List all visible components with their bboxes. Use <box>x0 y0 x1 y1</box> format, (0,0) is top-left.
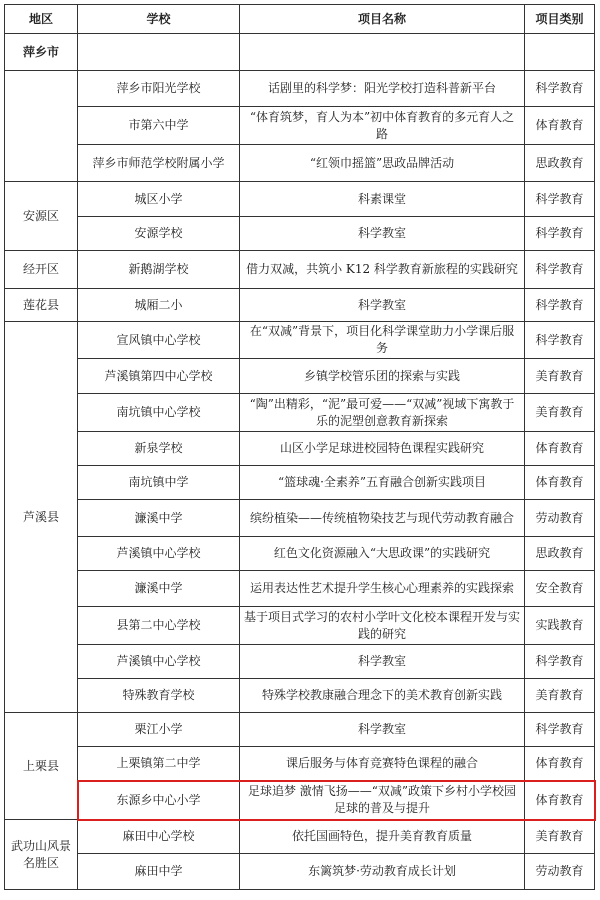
category-cell: 思政教育 <box>525 537 595 571</box>
project-cell: “红领巾摇篮”思政品牌活动 <box>240 145 525 182</box>
project-cell: 科学教室 <box>240 713 525 747</box>
region-cell: 武功山风景名胜区 <box>5 820 78 890</box>
school-cell: 城区小学 <box>78 182 240 217</box>
project-cell: 足球追梦 激情飞扬——“双减”政策下乡村小学校园足球的普及与提升 <box>240 781 525 820</box>
category-cell: 实践教育 <box>525 607 595 645</box>
project-cell: “陶”出精彩，“泥”最可爱——“双减”视域下寓教于乐的泥塑创意教育新探索 <box>240 394 525 432</box>
school-cell: 萍乡市师范学校附属小学 <box>78 145 240 182</box>
project-cell: 运用表达性艺术提升学生核心心理素养的实践探索 <box>240 571 525 607</box>
school-cell: 芦溪镇中心学校 <box>78 645 240 679</box>
region-cell: 莲花县 <box>5 289 78 322</box>
school-cell: 栗江小学 <box>78 713 240 747</box>
region-cell: 上栗县 <box>5 713 78 820</box>
category-cell: 科学教育 <box>525 713 595 747</box>
school-cell: 麻田中学 <box>78 854 240 890</box>
table-row <box>5 251 595 289</box>
table-row <box>5 182 595 217</box>
header-category: 项目类别 <box>525 5 595 34</box>
school-cell: 濂溪中学 <box>78 500 240 537</box>
header-region: 地区 <box>5 5 78 34</box>
category-cell: 科学教育 <box>525 251 595 289</box>
table-row <box>5 747 595 781</box>
school-cell: 芦溪镇中心学校 <box>78 537 240 571</box>
category-cell: 美育教育 <box>525 394 595 432</box>
table-row <box>5 359 595 394</box>
table-row <box>5 854 595 890</box>
school-cell: 县第二中心学校 <box>78 607 240 645</box>
school-cell: 城厢二小 <box>78 289 240 322</box>
school-cell: 安源学校 <box>78 217 240 251</box>
category-cell: 科学教育 <box>525 217 595 251</box>
project-cell: 东篱筑梦·劳动教育成长计划 <box>240 854 525 890</box>
project-cell: 乡镇学校管乐团的探索与实践 <box>240 359 525 394</box>
project-cell: 借力双减，共筑小 K12 科学教育新旅程的实践研究 <box>240 251 525 289</box>
project-cell: 缤纷植染——传统植物染技艺与现代劳动教育融合 <box>240 500 525 537</box>
school-cell: 南坑镇中学 <box>78 466 240 500</box>
category-cell: 思政教育 <box>525 145 595 182</box>
project-cell: “体育筑梦，育人为本”初中体育教育的多元育人之路 <box>240 107 525 145</box>
table-row <box>5 537 595 571</box>
project-cell: 依托国画特色，提升美育教育质量 <box>240 820 525 854</box>
header-project: 项目名称 <box>240 5 525 34</box>
category-cell: 体育教育 <box>525 466 595 500</box>
table-row <box>5 71 595 107</box>
table-row <box>5 679 595 713</box>
table-row <box>5 107 595 145</box>
region-cell: 萍乡市 <box>5 34 78 71</box>
project-cell: 课后服务与体育竞赛特色课程的融合 <box>240 747 525 781</box>
table-row <box>5 322 595 359</box>
project-table <box>4 4 595 890</box>
project-cell: 话剧里的科学梦：阳光学校打造科普新平台 <box>240 71 525 107</box>
header-school: 学校 <box>78 5 240 34</box>
category-cell: 科学教育 <box>525 289 595 322</box>
school-cell: 芦溪镇第四中心学校 <box>78 359 240 394</box>
category-cell: 体育教育 <box>525 432 595 466</box>
category-cell: 美育教育 <box>525 679 595 713</box>
category-cell: 科学教育 <box>525 322 595 359</box>
school-cell: 宣风镇中心学校 <box>78 322 240 359</box>
school-cell: 濂溪中学 <box>78 571 240 607</box>
table-row <box>5 713 595 747</box>
table-header-row <box>5 5 595 34</box>
category-cell: 科学教育 <box>525 645 595 679</box>
table-row <box>5 820 595 854</box>
school-cell: 南坑镇中心学校 <box>78 394 240 432</box>
project-cell: 科素课堂 <box>240 182 525 217</box>
school-cell: 市第六中学 <box>78 107 240 145</box>
region-cell <box>5 71 78 182</box>
school-cell: 特殊教育学校 <box>78 679 240 713</box>
region-cell: 安源区 <box>5 182 78 251</box>
empty-cell <box>240 34 525 71</box>
project-cell: 科学教室 <box>240 289 525 322</box>
empty-cell <box>78 34 240 71</box>
table-row <box>5 645 595 679</box>
category-cell: 劳动教育 <box>525 500 595 537</box>
project-cell: 科学教室 <box>240 645 525 679</box>
school-cell: 新泉学校 <box>78 432 240 466</box>
empty-cell <box>525 34 595 71</box>
project-cell: 特殊学校教康融合理念下的美术教育创新实践 <box>240 679 525 713</box>
category-cell: 科学教育 <box>525 71 595 107</box>
project-cell: 科学教室 <box>240 217 525 251</box>
table-row <box>5 217 595 251</box>
category-cell: 美育教育 <box>525 359 595 394</box>
table-row <box>5 432 595 466</box>
category-cell: 美育教育 <box>525 820 595 854</box>
category-cell: 安全教育 <box>525 571 595 607</box>
project-cell: 山区小学足球进校园特色课程实践研究 <box>240 432 525 466</box>
project-cell: “篮球魂·全素养”五育融合创新实践项目 <box>240 466 525 500</box>
region-cell: 经开区 <box>5 251 78 289</box>
table-row <box>5 781 595 820</box>
project-cell: 在“双减”背景下，项目化科学课堂助力小学课后服务 <box>240 322 525 359</box>
category-cell: 科学教育 <box>525 182 595 217</box>
school-cell: 上栗镇第二中学 <box>78 747 240 781</box>
school-cell: 萍乡市阳光学校 <box>78 71 240 107</box>
table-row <box>5 394 595 432</box>
table-row <box>5 607 595 645</box>
table-row <box>5 571 595 607</box>
document-sheet <box>4 4 595 890</box>
school-cell: 麻田中心学校 <box>78 820 240 854</box>
table-row <box>5 500 595 537</box>
region-cell: 芦溪县 <box>5 322 78 713</box>
category-cell: 劳动教育 <box>525 854 595 890</box>
category-cell: 体育教育 <box>525 747 595 781</box>
table-body <box>5 34 595 890</box>
table-row <box>5 145 595 182</box>
school-cell: 东源乡中心小学 <box>78 781 240 820</box>
school-cell: 新鹅湖学校 <box>78 251 240 289</box>
category-cell: 体育教育 <box>525 781 595 820</box>
table-row <box>5 289 595 322</box>
category-cell: 体育教育 <box>525 107 595 145</box>
project-cell: 红色文化资源融入“大思政课”的实践研究 <box>240 537 525 571</box>
project-cell: 基于项目式学习的农村小学叶文化校本课程开发与实践的研究 <box>240 607 525 645</box>
table-row <box>5 466 595 500</box>
section-header-row <box>5 34 595 71</box>
